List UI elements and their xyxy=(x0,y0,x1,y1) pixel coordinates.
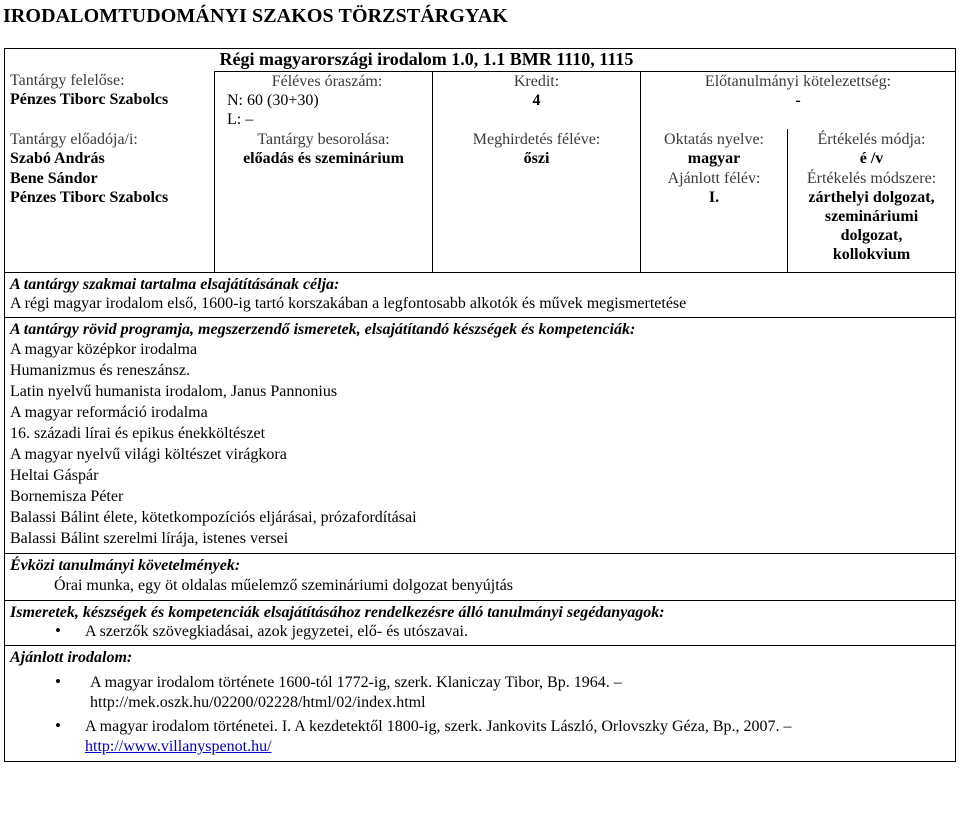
program-item: A magyar reformáció irodalma xyxy=(10,404,208,422)
hours-l: L: – xyxy=(227,110,254,128)
hours-label: Féléves óraszám: xyxy=(271,72,383,90)
materials-row xyxy=(5,600,956,646)
literature-item xyxy=(10,717,950,758)
recommended-semester-value: I. xyxy=(708,188,720,206)
literature-item-link[interactable]: http://www.villanyspenot.hu/ xyxy=(85,738,272,756)
requirements-text: Órai munka, egy öt oldalas műelemző szemináriumi dolgozat benyújtás xyxy=(54,576,513,594)
evaluation-type-label: Értékelés módja: xyxy=(817,131,926,149)
credit-cell xyxy=(433,71,641,129)
literature-item xyxy=(10,673,950,714)
evaluation-method-line: dolgozat, xyxy=(840,227,903,245)
program-item: Bornemisza Péter xyxy=(10,487,124,505)
responsible-cell xyxy=(5,71,215,129)
literature-item-url[interactable]: http://mek.oszk.hu/02200/02228/html/02/index.html xyxy=(90,694,426,712)
materials-cell xyxy=(5,600,956,646)
responsible-label: Tantárgy felelőse: xyxy=(10,72,125,90)
literature-row xyxy=(5,646,956,761)
semester-value: őszi xyxy=(523,150,550,168)
hours-cell xyxy=(215,71,433,129)
page-header: IRODALOMTUDOMÁNYI SZAKOS TÖRZSTÁRGYAK xyxy=(3,5,508,27)
language-cell xyxy=(641,129,788,273)
program-item: Latin nyelvű humanista irodalom, Janus Pannonius xyxy=(10,383,338,401)
materials-heading: Ismeretek, készségek és kompetenciák elsajátításához rendelkezésre álló tanulmányi segédanyagok: xyxy=(10,603,665,621)
lecturers-cell xyxy=(5,129,215,273)
classification-label: Tantárgy besorolása: xyxy=(257,131,390,149)
literature-item-text: A magyar irodalom története 1600-tól 1772-ig, szerk. Klaniczay Tibor, Bp. 1964. – xyxy=(90,673,622,691)
program-item: A magyar nyelvű világi költészet virágkora xyxy=(10,445,287,463)
materials-item: • A szerzők szövegkiadásai, azok jegyzetei, elő- és utószavai. xyxy=(10,622,950,643)
program-item: Humanizmus és reneszánsz. xyxy=(10,362,190,380)
goal-text: A régi magyar irodalom első, 1600-ig tartó korszakában a legfontosabb alkotók és művek megismertetése xyxy=(10,295,687,313)
classification-value: előadás és szeminárium xyxy=(243,150,404,168)
lecturers-label: Tantárgy előadója/i: xyxy=(10,131,138,149)
program-item: Heltai Gáspár xyxy=(10,466,99,484)
course-title: Régi magyarországi irodalom 1.0, 1.1 BMR 1110, 1115 xyxy=(215,49,956,72)
program-cell xyxy=(5,317,956,553)
program-item: 16. századi lírai és epikus énekköltészet xyxy=(10,425,266,443)
program-item: A magyar középkor irodalma xyxy=(10,341,198,359)
recommended-semester-label: Ajánlott félév: xyxy=(667,169,761,187)
semester-label: Meghirdetés féléve: xyxy=(472,131,601,149)
credit-label: Kredit: xyxy=(513,72,560,90)
evaluation-method-line: kollokvium xyxy=(832,246,911,264)
literature-heading: Ajánlott irodalom: xyxy=(10,649,133,667)
goal-cell xyxy=(5,273,956,317)
prereq-cell xyxy=(641,71,956,129)
program-item: Balassi Bálint szerelmi lírája, istenes versei xyxy=(10,529,289,547)
evaluation-type-value: é /v xyxy=(859,150,884,168)
requirements-row xyxy=(5,553,956,600)
prereq-value: - xyxy=(795,91,801,109)
course-table xyxy=(4,48,956,762)
semester-cell xyxy=(433,129,641,273)
language-label: Oktatás nyelve: xyxy=(664,131,764,149)
info-row-2 xyxy=(5,129,956,273)
evaluation-cell xyxy=(788,129,956,273)
course-title-row xyxy=(5,49,956,72)
lecturer-name: Pénzes Tiborc Szabolcs xyxy=(10,188,169,206)
credit-value: 4 xyxy=(532,91,541,109)
hours-n: N: 60 (30+30) xyxy=(227,91,319,109)
language-value: magyar xyxy=(687,150,741,168)
goal-row xyxy=(5,273,956,317)
info-row-1 xyxy=(5,71,956,129)
literature-cell xyxy=(5,646,956,761)
evaluation-method-label: Értékelés módszere: xyxy=(806,169,937,187)
program-item: Balassi Bálint élete, kötetkompozíciós eljárásai, prózafordításai xyxy=(10,508,417,526)
goal-heading: A tantárgy szakmai tartalma elsajátításának célja: xyxy=(10,276,340,294)
responsible-value: Pénzes Tiborc Szabolcs xyxy=(10,91,169,109)
lecturer-name: Szabó András xyxy=(10,150,105,168)
program-row xyxy=(5,317,956,553)
lecturer-name: Bene Sándor xyxy=(10,169,98,187)
prereq-label: Előtanulmányi kötelezettség: xyxy=(704,72,892,90)
requirements-cell xyxy=(5,553,956,600)
literature-item-text: A magyar irodalom történetei. I. A kezdetektől 1800-ig, szerk. Jankovits László, Orlovszky Géza, Bp., 2007. – xyxy=(85,717,792,735)
classification-cell xyxy=(215,129,433,273)
program-heading: A tantárgy rövid programja, megszerzendő ismeretek, elsajátítandó készségek és kompetenciák: xyxy=(10,320,636,338)
requirements-heading: Évközi tanulmányi követelmények: xyxy=(10,556,241,574)
evaluation-method-line: zárthelyi dolgozat, xyxy=(808,188,935,206)
evaluation-method-line: szemináriumi xyxy=(824,207,919,225)
